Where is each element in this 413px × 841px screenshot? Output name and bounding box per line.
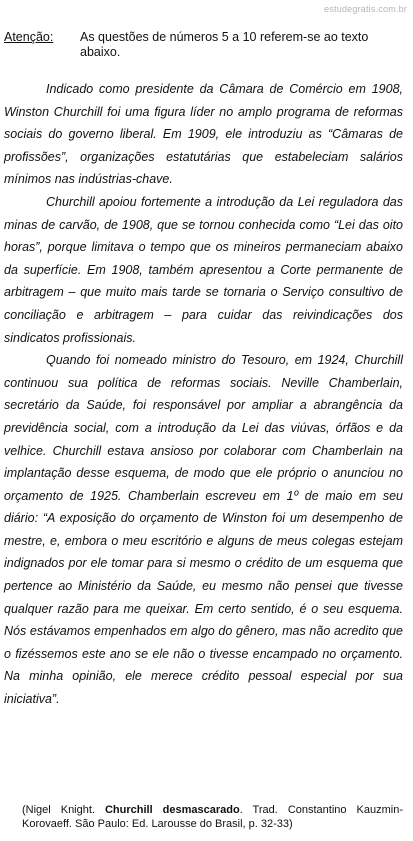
attention-header — [4, 30, 405, 60]
main-text — [4, 78, 403, 711]
attention-label: Atenção: — [4, 30, 54, 44]
paragraph-3: Quando foi nomeado ministro do Tesouro, em 1924, Churchill continuou sua política de reformas sociais. Neville Chamberlain, secretário da Saúde, foi responsável por ampliar a abrangência da previdência social, com a introdução da Lei das viúvas, órfãos e da velhice. Churchill estava ansioso por colaborar com Chamberlain na implantação desse esquema, de modo que ele próprio o anunciou no orçamento de 1925. Chamberlain escreveu em 1º de maio em seu diário: “A exposição do orçamento de Winston foi um desempenho de mestre, e, embora o meu escritório e alguns de meus colegas estejam indignados por ele tomar para si mesmo o crédito de um esquema que pertence ao Ministério da Saúde, eu mesmo não pensei que tivesse qualquer razão para me queixar. Em certo sentido, é o seu esquema. Nós estávamos empenhados em algo do gênero, mas não acredito que o fizéssemos este ano se ele não o tivesse encampado no orçamento. Na minha opinião, ele merece crédito pessoal especial por sua iniciativa”. — [4, 353, 403, 707]
source-citation — [22, 803, 403, 831]
paragraph-2: Churchill apoiou fortemente a introdução da Lei reguladora das minas de carvão, de 1908, que se tornou conhecida como “Lei das oito horas”, porque limitava o tempo que os mineiros permaneciam abaixo da superfície. Em 1908, também apresentou a Corte permanente de arbitragem – que muito mais tarde se tornaria o Serviço consultivo de conciliação e arbitragem – para cuidar das reivindicações dos sindicatos profissionais. — [4, 194, 403, 345]
citation-suffix: . Trad. Constantino Kauzmin-Korovaeff. São Paulo: Ed. Larousse do Brasil, p. 32-33) — [22, 804, 403, 830]
site-watermark: estudegratis.com.br — [324, 4, 407, 14]
paragraph-1: Indicado como presidente da Câmara de Comércio em 1908, Winston Churchill foi uma figura líder no amplo programa de reformas sociais do governo liberal. Em 1909, ele introduziu as “Câmaras de profissões”, organizações estatutárias que estabeleciam salários mínimos nas indústrias-chave. — [4, 82, 403, 187]
citation-prefix: (Nigel Knight. — [22, 804, 95, 816]
attention-text: As questões de números 5 a 10 referem-se ao texto abaixo. — [80, 30, 369, 59]
citation-title: Churchill desmascarado — [104, 804, 240, 816]
